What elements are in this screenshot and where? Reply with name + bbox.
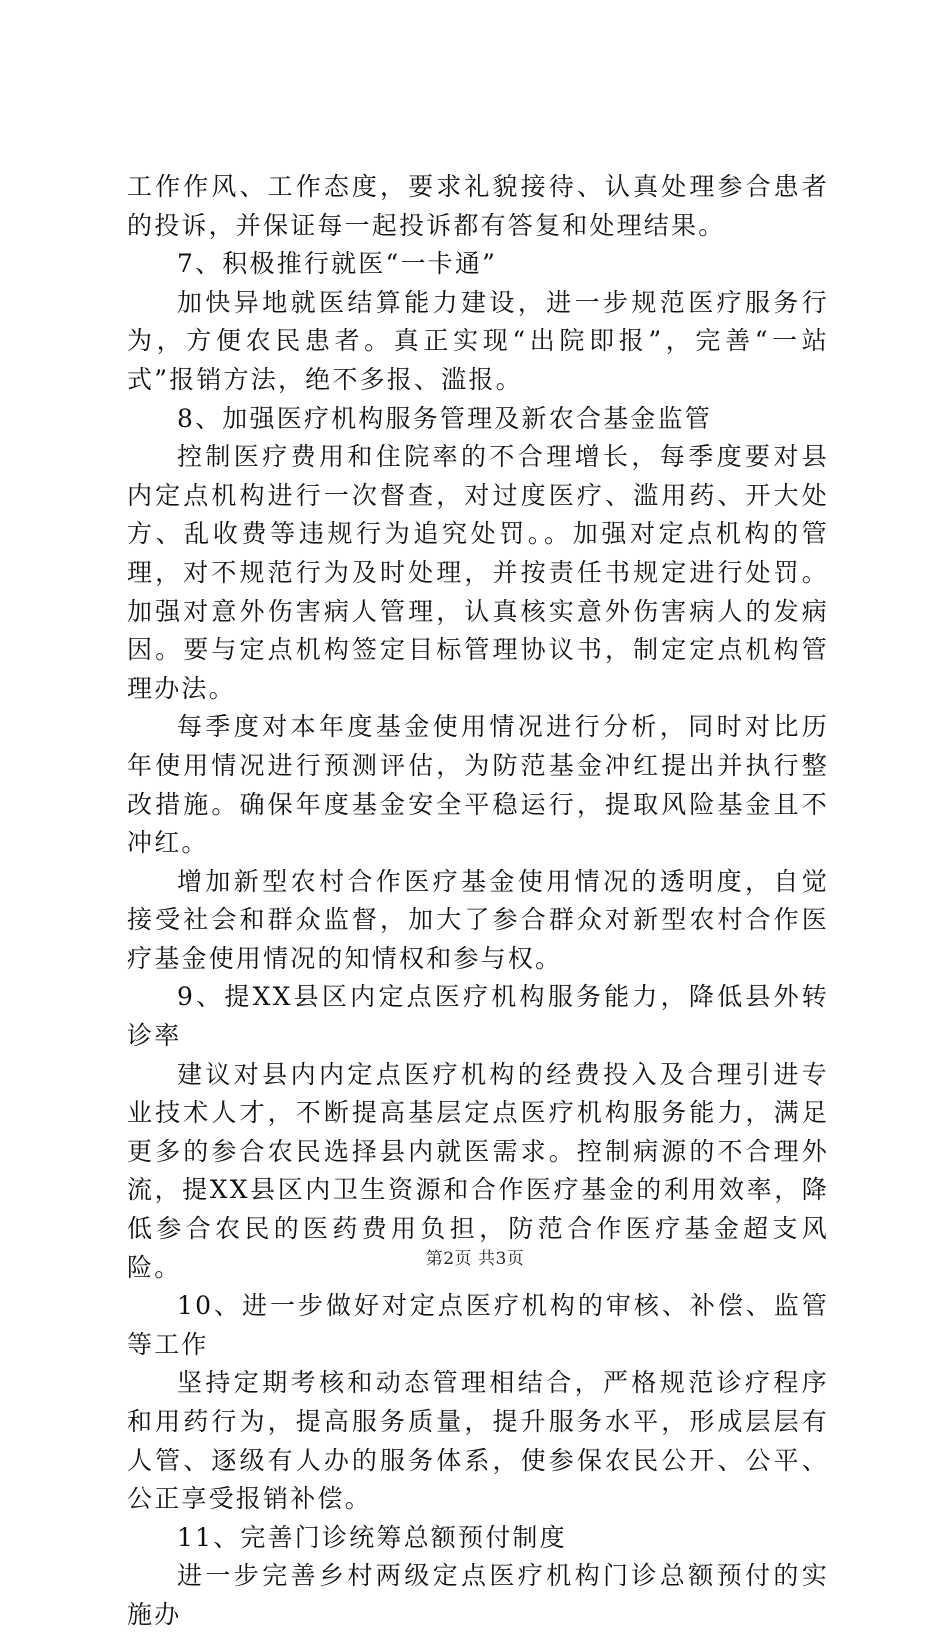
document-body	[127, 168, 829, 1635]
paragraph-8: 进一步完善乡村两级定点医疗机构门诊总额预付的实施办	[127, 1561, 829, 1629]
paragraph-7: 坚持定期考核和动态管理相结合，严格规范诊疗程序和用药行为，提高服务质量，提升服务水平，形成层层有人管、逐级有人办的服务体系，使参保农民公开、公平、公正享受报销补偿。	[127, 1368, 829, 1514]
heading-10: 10、进一步做好对定点医疗机构的审核、补偿、监管等工作	[127, 1291, 829, 1359]
heading-8: 8、加强医疗机构服务管理及新农合基金监管	[177, 403, 712, 433]
paragraph-1: 工作作风、工作态度，要求礼貌接待、认真处理参合患者的投诉，并保证每一起投诉都有答复和处理结果。	[127, 172, 829, 240]
heading-7: 7、积极推行就医“一卡通”	[177, 249, 498, 279]
paragraph-6: 建议对县内内定点医疗机构的经费投入及合理引进专业技术人才，不断提高基层定点医疗机构服务能力，满足更多的参合农民选择县内就医需求。控制病源的不合理外流，提XX县区内卫生资源和合作医疗基金的利用效率，降低参合农民的医药费用负担，防范合作医疗基金超支风险。	[127, 1059, 829, 1282]
heading-9: 9、提XX县区内定点医疗机构服务能力，降低县外转诊率	[127, 982, 829, 1051]
heading-11: 11、完善门诊统筹总额预付制度	[177, 1522, 567, 1552]
page-number-footer: 第2页 共3页	[425, 1249, 525, 1269]
paragraph-4: 每季度对本年度基金使用情况进行分析，同时对比历年使用情况进行预测评估，为防范基金冲红提出并执行整改措施。确保年度基金安全平稳运行，提取风险基金且不冲红。	[127, 712, 829, 858]
paragraph-2: 加快异地就医结算能力建设，进一步规范医疗服务行为，方便农民患者。真正实现“出院即报”，完善“一站式”报销方法，绝不多报、滥报。	[127, 287, 829, 394]
paragraph-5: 增加新型农村合作医疗基金使用情况的透明度，自觉接受社会和群众监督，加大了参合群众对新型农村合作医疗基金使用情况的知情权和参与权。	[127, 866, 829, 973]
paragraph-3: 控制医疗费用和住院率的不合理增长，每季度要对县内定点机构进行一次督查，对过度医疗、滥用药、开大处方、乱收费等违规行为追究处罚。。加强对定点机构的管理，对不规范行为及时处理，并按责任书规定进行处罚。加强对意外伤害病人管理，认真核实意外伤害病人的发病因。要与定点机构签定目标管理协议书，制定定点机构管理办法。	[127, 442, 829, 703]
